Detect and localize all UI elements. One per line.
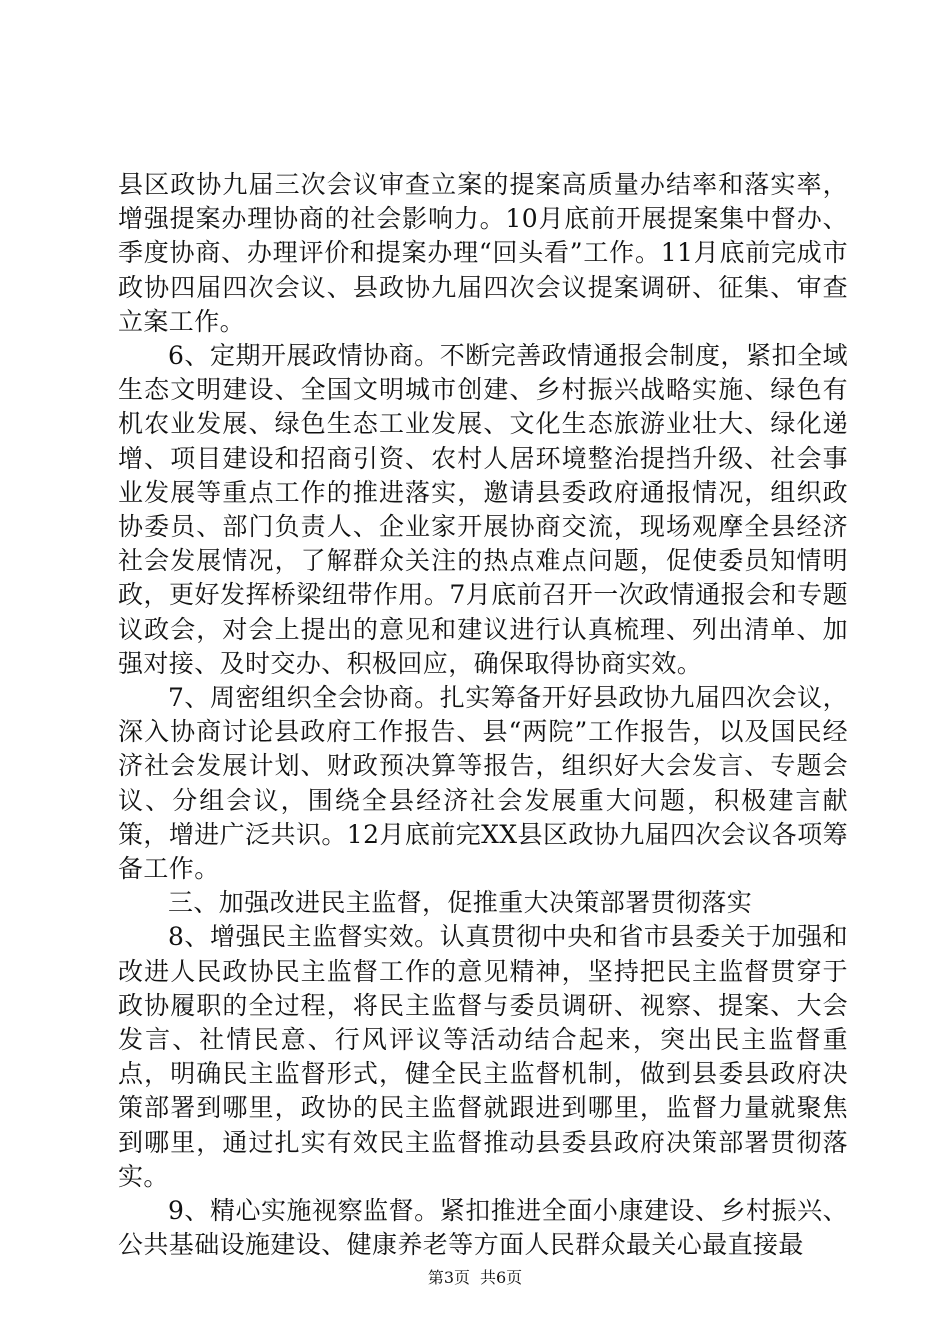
document-body	[118, 168, 848, 1263]
section-heading-3: 三、加强改进民主监督，促推重大决策部署贯彻落实	[168, 888, 753, 918]
page-footer	[0, 1268, 950, 1288]
paragraph-item-8: 8、增强民主监督实效。认真贯彻中央和省市县委关于加强和改进人民政协民主监督工作的意见精神，坚持把民主监督贯穿于政协履职的全过程，将民主监督与委员调研、视察、提案、大会发言、社情民意、行风评议等活动结合起来，突出民主监督重点，明确民主监督形式，健全民主监督机制，做到县委县政府决策部署到哪里，政协的民主监督就跟进到哪里，监督力量就聚焦到哪里，通过扎实有效民主监督推动县委县政府决策部署贯彻落实。	[118, 922, 848, 1191]
page-total: 共6页	[480, 1268, 523, 1287]
paragraph-item-9: 9、精心实施视察监督。紧扣推进全面小康建设、乡村振兴、公共基础设施建设、健康养老等方面人民群众最关心最直接最	[118, 1196, 848, 1260]
paragraph-item-6: 6、定期开展政情协商。不断完善政情通报会制度，紧扣全域生态文明建设、全国文明城市创建、乡村振兴战略实施、绿色有机农业发展、绿色生态工业发展、文化生态旅游业壮大、绿化递增、项目建设和招商引资、农村人居环境整治提挡升级、社会事业发展等重点工作的推进落实，邀请县委政府通报情况，组织政协委员、部门负责人、企业家开展协商交流，现场观摩全县经济社会发展情况，了解群众关注的热点难点问题，促使委员知情明政，更好发挥桥梁纽带作用。7月底前召开一次政情通报会和专题议政会，对会上提出的意见和建议进行认真梳理、列出清单、加强对接、及时交办、积极回应，确保取得协商实效。	[118, 341, 848, 678]
paragraph-continuation: 县区政协九届三次会议审查立案的提案高质量办结率和落实率，增强提案办理协商的社会影响力。10月底前开展提案集中督办、季度协商、办理评价和提案办理“回头看”工作。11月底前完成市政协四届四次会议、县政协九届四次会议提案调研、征集、审查立案工作。	[118, 170, 848, 336]
paragraph-item-7: 7、周密组织全会协商。扎实筹备开好县政协九届四次会议，深入协商讨论县政府工作报告、县“两院”工作报告，以及国民经济社会发展计划、财政预决算等报告，组织好大会发言、专题会议、分组会议，围绕全县经济社会发展重大问题，积极建言献策，增进广泛共识。12月底前完XX县区政协九届四次会议各项筹备工作。	[118, 683, 848, 884]
page-number: 第3页	[427, 1268, 470, 1287]
